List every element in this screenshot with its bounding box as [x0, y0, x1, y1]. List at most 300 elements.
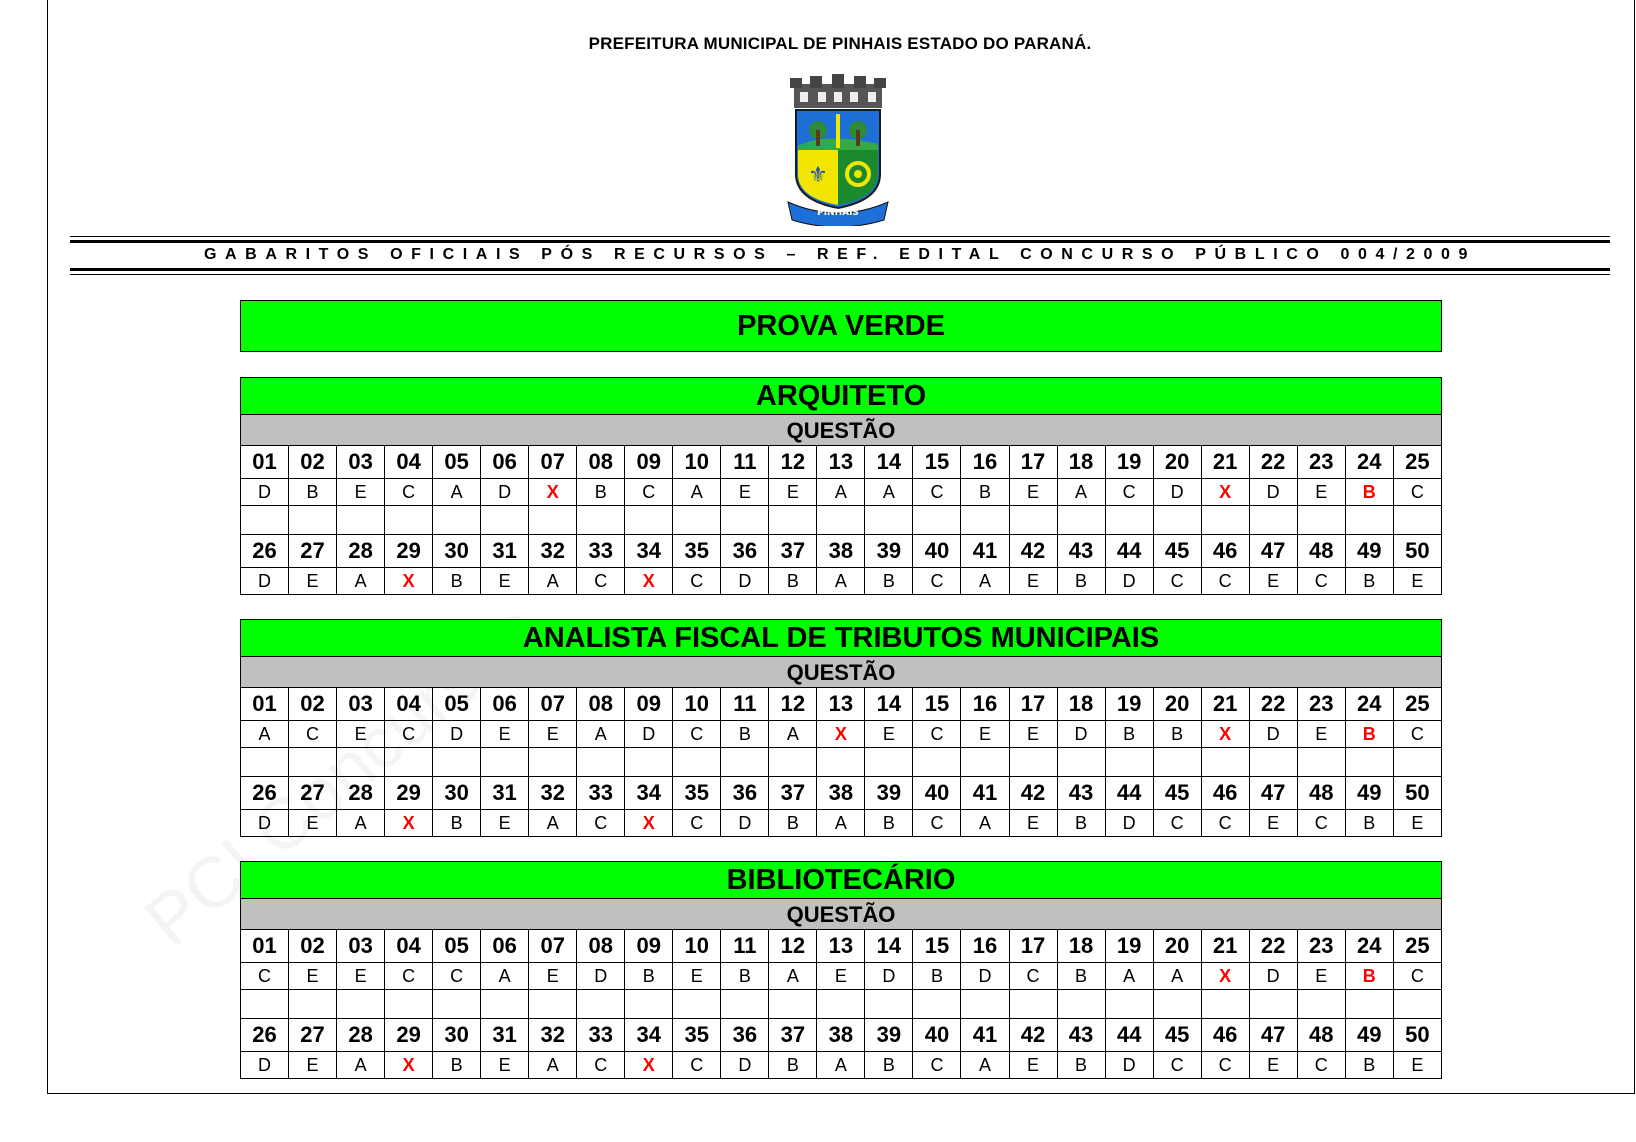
blank-cell [1057, 990, 1105, 1019]
question-number: 38 [817, 535, 865, 568]
question-number: 17 [1009, 688, 1057, 721]
question-number: 21 [1201, 930, 1249, 963]
blank-cell [241, 748, 289, 777]
question-number: 04 [385, 688, 433, 721]
question-number: 13 [817, 688, 865, 721]
question-number: 06 [481, 688, 529, 721]
blank-cell [1057, 748, 1105, 777]
question-number: 10 [673, 446, 721, 479]
question-number: 10 [673, 930, 721, 963]
answer-cell: X [385, 1052, 433, 1079]
header-rule-thin-bottom [70, 274, 1610, 275]
answer-cell: D [241, 568, 289, 595]
blank-cell [817, 990, 865, 1019]
answer-cell: B [433, 568, 481, 595]
question-number: 37 [769, 777, 817, 810]
question-number: 19 [1105, 930, 1153, 963]
answer-cell: X [1201, 721, 1249, 748]
question-number: 40 [913, 777, 961, 810]
answer-cell: A [433, 479, 481, 506]
question-number: 46 [1201, 777, 1249, 810]
question-number: 44 [1105, 1019, 1153, 1052]
answer-cell: B [721, 721, 769, 748]
blank-cell [1009, 990, 1057, 1019]
blank-cell [1153, 748, 1201, 777]
blank-cell [1201, 506, 1249, 535]
answer-cell: E [529, 721, 577, 748]
answer-cell: B [1057, 963, 1105, 990]
answer-grid [240, 929, 1442, 1079]
answer-cell: C [913, 810, 961, 837]
question-number: 43 [1057, 777, 1105, 810]
question-number: 23 [1297, 688, 1345, 721]
question-number: 15 [913, 930, 961, 963]
answer-cell: A [1057, 479, 1105, 506]
answer-cell: A [961, 1052, 1009, 1079]
spacer-row [241, 990, 1442, 1019]
blank-cell [625, 506, 673, 535]
question-number: 27 [289, 777, 337, 810]
blank-cell [865, 990, 913, 1019]
blank-cell [529, 748, 577, 777]
question-number: 27 [289, 1019, 337, 1052]
question-number: 02 [289, 688, 337, 721]
answer-cell: E [1009, 479, 1057, 506]
blank-cell [433, 990, 481, 1019]
question-number: 49 [1345, 535, 1393, 568]
answer-cell: E [817, 963, 865, 990]
blank-cell [913, 990, 961, 1019]
question-number: 27 [289, 535, 337, 568]
answer-cell: X [625, 810, 673, 837]
answer-cell: C [385, 721, 433, 748]
answer-cell: C [1393, 479, 1441, 506]
question-number: 11 [721, 446, 769, 479]
answer-cell: B [577, 479, 625, 506]
blank-cell [1105, 506, 1153, 535]
blank-cell [817, 506, 865, 535]
answer-cell: A [337, 568, 385, 595]
answer-cell: C [385, 479, 433, 506]
question-number: 07 [529, 930, 577, 963]
question-number: 39 [865, 1019, 913, 1052]
blank-cell [1297, 506, 1345, 535]
answers-row [241, 1052, 1442, 1079]
answer-cell: E [1393, 810, 1441, 837]
answers-row [241, 810, 1442, 837]
question-number: 45 [1153, 535, 1201, 568]
answer-cell: B [913, 963, 961, 990]
question-number: 48 [1297, 777, 1345, 810]
blank-cell [1249, 748, 1297, 777]
answer-cell: D [241, 479, 289, 506]
question-number: 46 [1201, 1019, 1249, 1052]
answer-cell: D [961, 963, 1009, 990]
question-number: 48 [1297, 535, 1345, 568]
answer-cell: A [817, 568, 865, 595]
blank-cell [481, 506, 529, 535]
answer-cell: A [529, 810, 577, 837]
question-number: 30 [433, 535, 481, 568]
question-number: 05 [433, 930, 481, 963]
question-number: 25 [1393, 446, 1441, 479]
answer-grid [240, 445, 1442, 595]
answer-cell: E [721, 479, 769, 506]
question-number: 13 [817, 930, 865, 963]
spacer-row [241, 506, 1442, 535]
blank-cell [1249, 990, 1297, 1019]
question-number: 50 [1393, 1019, 1441, 1052]
answer-cell: B [1057, 568, 1105, 595]
answer-cell: E [289, 810, 337, 837]
question-number: 43 [1057, 535, 1105, 568]
answer-cell: E [1009, 810, 1057, 837]
question-number: 33 [577, 777, 625, 810]
answer-cell: E [481, 721, 529, 748]
answers-row [241, 568, 1442, 595]
answer-cell: E [481, 1052, 529, 1079]
question-number: 44 [1105, 535, 1153, 568]
answer-cell: C [577, 810, 625, 837]
question-number: 37 [769, 1019, 817, 1052]
question-number: 26 [241, 777, 289, 810]
answer-cell: C [1153, 810, 1201, 837]
blank-cell [1201, 748, 1249, 777]
blank-cell [1153, 506, 1201, 535]
answer-cell: C [673, 810, 721, 837]
answer-cell: E [289, 963, 337, 990]
question-number: 30 [433, 777, 481, 810]
answer-cell: X [529, 479, 577, 506]
answer-key-section [240, 377, 1442, 595]
blank-cell [865, 748, 913, 777]
question-number: 36 [721, 535, 769, 568]
blank-cell [625, 748, 673, 777]
answer-cell: E [1249, 568, 1297, 595]
blank-cell [961, 748, 1009, 777]
question-number: 49 [1345, 777, 1393, 810]
answer-cell: C [673, 568, 721, 595]
answer-cell: C [1393, 963, 1441, 990]
answer-cell: D [721, 568, 769, 595]
question-number: 05 [433, 446, 481, 479]
question-number: 11 [721, 930, 769, 963]
question-number: 23 [1297, 930, 1345, 963]
question-number: 41 [961, 777, 1009, 810]
question-number: 29 [385, 777, 433, 810]
question-number: 08 [577, 930, 625, 963]
blank-cell [1393, 990, 1441, 1019]
answer-cell: B [865, 810, 913, 837]
blank-cell [1057, 506, 1105, 535]
blank-cell [289, 990, 337, 1019]
answer-cell: A [577, 721, 625, 748]
blank-cell [1105, 748, 1153, 777]
answer-cell: B [865, 1052, 913, 1079]
document-subtitle: GABARITOS OFICIAIS PÓS RECURSOS – REF. EDITAL CONCURSO PÚBLICO 004/2009 [203, 246, 1477, 263]
question-number: 16 [961, 446, 1009, 479]
blank-cell [673, 506, 721, 535]
question-number: 50 [1393, 535, 1441, 568]
blank-cell [1297, 748, 1345, 777]
question-number: 18 [1057, 930, 1105, 963]
question-number: 17 [1009, 446, 1057, 479]
answer-cell: E [1297, 963, 1345, 990]
question-number: 40 [913, 1019, 961, 1052]
question-number: 19 [1105, 446, 1153, 479]
answer-cell: D [577, 963, 625, 990]
question-number: 35 [673, 777, 721, 810]
blank-cell [289, 506, 337, 535]
answer-cell: B [289, 479, 337, 506]
answer-cell: D [625, 721, 673, 748]
svg-text:⚜: ⚜ [808, 163, 828, 188]
answer-cell: E [673, 963, 721, 990]
question-number: 23 [1297, 446, 1345, 479]
answer-cell: E [1249, 1052, 1297, 1079]
question-number: 41 [961, 535, 1009, 568]
answer-cell: B [1345, 721, 1393, 748]
question-number: 12 [769, 688, 817, 721]
answer-cell: B [433, 810, 481, 837]
blank-cell [817, 748, 865, 777]
question-number: 39 [865, 535, 913, 568]
answer-cell: D [1105, 1052, 1153, 1079]
section-title: BIBLIOTECÁRIO [240, 861, 1442, 898]
question-number: 28 [337, 1019, 385, 1052]
answer-cell: C [625, 479, 673, 506]
question-number: 20 [1153, 688, 1201, 721]
answer-cell: E [865, 721, 913, 748]
question-number: 12 [769, 446, 817, 479]
answer-cell: C [289, 721, 337, 748]
answer-cell: A [817, 479, 865, 506]
question-number: 39 [865, 777, 913, 810]
question-number: 06 [481, 930, 529, 963]
answer-cell: D [241, 1052, 289, 1079]
question-number: 38 [817, 777, 865, 810]
answer-cell: E [1297, 479, 1345, 506]
question-number: 34 [625, 777, 673, 810]
question-number: 37 [769, 535, 817, 568]
question-number: 24 [1345, 446, 1393, 479]
question-numbers-row [241, 1019, 1442, 1052]
blank-cell [1009, 506, 1057, 535]
question-number: 03 [337, 688, 385, 721]
answer-cell: E [1249, 810, 1297, 837]
question-number: 35 [673, 535, 721, 568]
answer-cell: C [1201, 810, 1249, 837]
answer-cell: E [337, 721, 385, 748]
answer-cell: X [1201, 479, 1249, 506]
answer-cell: B [1345, 1052, 1393, 1079]
answer-cell: B [1345, 568, 1393, 595]
blank-cell [769, 506, 817, 535]
blank-cell [865, 506, 913, 535]
question-number: 01 [241, 688, 289, 721]
answer-cell: A [961, 568, 1009, 595]
question-number: 09 [625, 446, 673, 479]
blank-cell [1345, 748, 1393, 777]
blank-cell [1009, 748, 1057, 777]
question-number: 16 [961, 930, 1009, 963]
answer-cell: D [1249, 479, 1297, 506]
question-number: 38 [817, 1019, 865, 1052]
answer-cell: E [1009, 1052, 1057, 1079]
answer-cell: D [1105, 810, 1153, 837]
answer-cell: C [577, 568, 625, 595]
blank-cell [913, 506, 961, 535]
blank-cell [577, 506, 625, 535]
question-number: 03 [337, 446, 385, 479]
answer-cell: E [1393, 568, 1441, 595]
blank-cell [433, 506, 481, 535]
question-number: 09 [625, 688, 673, 721]
answer-cell: E [337, 963, 385, 990]
answer-cell: A [769, 721, 817, 748]
answer-cell: D [1057, 721, 1105, 748]
answer-cell: C [1153, 568, 1201, 595]
question-number: 42 [1009, 535, 1057, 568]
answer-cell: B [1153, 721, 1201, 748]
question-number: 26 [241, 535, 289, 568]
answer-cell: E [1009, 568, 1057, 595]
blank-cell [337, 990, 385, 1019]
blank-cell [1249, 506, 1297, 535]
answer-cell: A [865, 479, 913, 506]
question-number: 02 [289, 446, 337, 479]
answer-cell: C [385, 963, 433, 990]
answer-cell: C [1297, 1052, 1345, 1079]
question-number: 36 [721, 1019, 769, 1052]
question-number: 48 [1297, 1019, 1345, 1052]
question-number: 28 [337, 535, 385, 568]
answer-cell: C [577, 1052, 625, 1079]
section-title: ANALISTA FISCAL DE TRIBUTOS MUNICIPAIS [240, 619, 1442, 656]
question-number: 22 [1249, 930, 1297, 963]
answer-cell: A [769, 963, 817, 990]
answer-cell: D [481, 479, 529, 506]
question-number: 17 [1009, 930, 1057, 963]
header-rule-thick-bottom [70, 268, 1610, 271]
question-number: 43 [1057, 1019, 1105, 1052]
answer-cell: D [865, 963, 913, 990]
answer-cell: C [1201, 1052, 1249, 1079]
blank-cell [385, 506, 433, 535]
question-number: 09 [625, 930, 673, 963]
question-number: 33 [577, 1019, 625, 1052]
answer-cell: A [529, 1052, 577, 1079]
blank-cell [1393, 506, 1441, 535]
answer-cell: C [1297, 568, 1345, 595]
answer-cell: B [1345, 963, 1393, 990]
question-number: 15 [913, 688, 961, 721]
answer-cell: B [1057, 810, 1105, 837]
question-number: 31 [481, 535, 529, 568]
answer-cell: X [1201, 963, 1249, 990]
question-number: 10 [673, 688, 721, 721]
answer-cell: X [817, 721, 865, 748]
blank-cell [1201, 990, 1249, 1019]
blank-cell [289, 748, 337, 777]
answer-cell: C [913, 568, 961, 595]
question-number: 08 [577, 688, 625, 721]
answer-cell: A [961, 810, 1009, 837]
answer-cell: C [673, 1052, 721, 1079]
answers-row [241, 963, 1442, 990]
question-number: 16 [961, 688, 1009, 721]
question-number: 46 [1201, 535, 1249, 568]
question-number: 33 [577, 535, 625, 568]
answer-cell: X [385, 568, 433, 595]
blank-cell [1105, 990, 1153, 1019]
answer-cell: E [337, 479, 385, 506]
question-number: 24 [1345, 688, 1393, 721]
question-number: 47 [1249, 1019, 1297, 1052]
question-number: 18 [1057, 446, 1105, 479]
question-number: 34 [625, 535, 673, 568]
question-number: 22 [1249, 446, 1297, 479]
question-number: 32 [529, 1019, 577, 1052]
answer-cell: A [241, 721, 289, 748]
answer-cell: D [721, 1052, 769, 1079]
question-number: 29 [385, 535, 433, 568]
answer-cell: C [1297, 810, 1345, 837]
blank-cell [577, 748, 625, 777]
blank-cell [625, 990, 673, 1019]
answer-cell: X [625, 1052, 673, 1079]
question-number: 36 [721, 777, 769, 810]
question-number: 22 [1249, 688, 1297, 721]
question-number: 04 [385, 446, 433, 479]
blank-cell [1393, 748, 1441, 777]
header-rule-thin-top [70, 236, 1610, 237]
question-numbers-row [241, 930, 1442, 963]
answer-cell: E [1009, 721, 1057, 748]
answer-cell: B [625, 963, 673, 990]
answer-cell: B [769, 568, 817, 595]
question-number: 14 [865, 688, 913, 721]
question-numbers-row [241, 446, 1442, 479]
blank-cell [337, 748, 385, 777]
blank-cell [961, 990, 1009, 1019]
blank-cell [1345, 506, 1393, 535]
answer-cell: A [337, 1052, 385, 1079]
answer-key-section [240, 861, 1442, 1079]
blank-cell [385, 990, 433, 1019]
question-number: 05 [433, 688, 481, 721]
answer-cell: E [529, 963, 577, 990]
exam-color-banner: PROVA VERDE [240, 300, 1442, 352]
question-number: 15 [913, 446, 961, 479]
answer-cell: E [1297, 721, 1345, 748]
answer-cell: E [289, 568, 337, 595]
svg-text:PINHAIS: PINHAIS [817, 208, 859, 218]
question-number: 49 [1345, 1019, 1393, 1052]
pinhais-coat-of-arms-icon [784, 74, 892, 226]
header-rule-thick-top [70, 240, 1610, 243]
blank-cell [241, 506, 289, 535]
section-title: ARQUITETO [240, 377, 1442, 414]
question-number: 07 [529, 688, 577, 721]
question-number: 32 [529, 535, 577, 568]
answer-cell: C [433, 963, 481, 990]
question-number: 06 [481, 446, 529, 479]
blank-cell [721, 748, 769, 777]
question-number: 13 [817, 446, 865, 479]
question-number: 29 [385, 1019, 433, 1052]
question-number: 31 [481, 777, 529, 810]
